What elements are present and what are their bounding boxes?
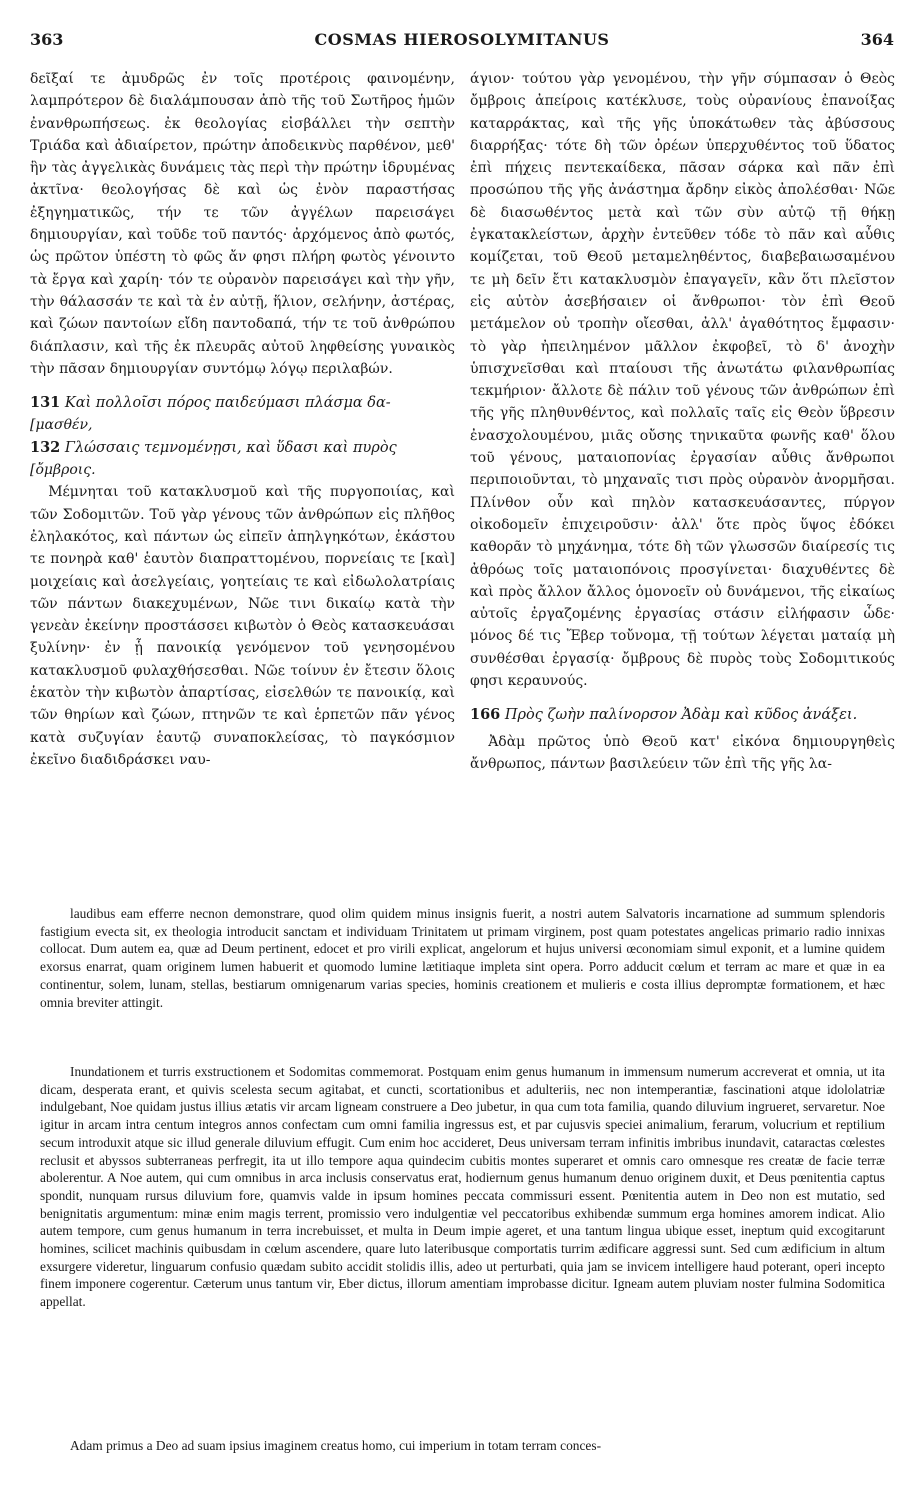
verse-number: 132 — [30, 438, 61, 456]
verse-line — [470, 704, 895, 726]
greek-paragraph: δεῖξαί τε ἀμυδρῶς ἐν τοῖς προτέροις φαινομένην, λαμπρότερον δὲ διαλάμπουσαν ἀπὸ τῆς τοῦ Σωτῆρος ἡμῶν ἐνανθρωπήσεως. ἐκ θεολογίας εἰσβάλλει τὴν σεπτὴν Τριάδα καὶ ἀδιαίρετον, πρώτην ἀποδεικνὺς παρθένον, μεθ' ἣν τὰς ἀγγελικὰς δυνάμεις τὰς περὶ τὴν πρώτην ἱδρυμένας ἀκτῖνα· θεολογήσας δὲ καὶ ὡς ἐνὸν παραστήσας ἐξηγηματικῶς, τήν τε τῶν ἀγγέλων παρεισάγει δημιουργίαν, καὶ τοῦδε τοῦ παντός· ἀρχόμενος ἀπὸ φωτός, ὡς πρῶτον ὑπέστη τὸ φῶς ἄν φησι πλήρη φωτὸς γένοιντο τὰ ἔργα καὶ χαρίη· τόν τε οὐρανὸν παρεισάγει καὶ τὴν γῆν, τὴν θάλασσάν τε καὶ τὰ ἐν αὐτῇ, ἥλιον, σελήνην, ἀστέρας, καὶ ζώων παντοίων εἴδη παντοδαπά, τήν τε τοῦ ἀνθρώπου διάπλασιν, καὶ τῆς ἐκ πλευρᾶς αὐτοῦ ληφθείσης γυναικὸς τὴν πᾶσαν δημιουργίαν συντόμῳ λόγῳ περιλαβών. — [30, 71, 455, 377]
latin-paragraph: laudibus eam efferre necnon demonstrare, quod olim quidem minus insignis fuerit, a nostri autem Salvatoris incarnatione ad summum splendoris fastigium evecta sit, ex theologia introducit sanctam et individuam Trinitatem ut primam virginem, post quam potestates angelicas primario radio innixas collocat. Dum autem ea, quæ ad Deum pertinent, edocet et pro virili explicat, angelorum et hujus universi œconomiam simul exponit, et a lumine quidem exorsus enarrat, quam originem lumen habuerit et quomodo lumine lætitiaque impleta sint opera. Porro adducit cœlum et terram ac mare et quæ in ea continentur, solem, lunam, stellas, bestiarum omnigenarum varias species, hominis creationem et mulieris e costa illius depromptæ formationem, et hæc omnia breviter attingit. — [40, 906, 885, 1010]
greek-paragraph: Μέμνηται τοῦ κατακλυσμοῦ καὶ τῆς πυργοποιίας, καὶ τῶν Σοδομιτῶν. Τοῦ γὰρ γένους τῶν ἀνθρώπων εἰς πλῆθος ἐληλακότος, καὶ πάντων ὡς εἰπεῖν ἀπηλγηκότων, ἑκάστου τε πονηρὰ καθ' ἑαυτὸν διαπραττομένου, πορνείαις τε [καὶ] μοιχείαις καὶ ἀσελγείαις, γοητείαις τε καὶ εἰδωλολατρίαις τῶν πάντων διακεχυμένων, Νῶε τινι δικαίῳ κατὰ τὴν γενεὰν ἐκείνην προστάσσει κιβωτὸν ὁ Θεὸς κατασκευάσαι ξυλίνην· ἐν ᾗ πανοικίᾳ γενόμενον τοῦ γενησομένου κατακλυσμοῦ φυλαχθήσεσθαι. Νῶε τοίνυν ἐν ἔτεσιν ὅλοις ἑκατὸν τὴν κιβωτὸν ἀπαρτίσας, εἰσελθών τε πανοικίᾳ, καὶ τῶν θηρίων καὶ ζώων, πτηνῶν τε καὶ ἑρπετῶν πᾶν γένος κατὰ συζυγίαν ἑαυτῷ συναποκλείσας, τὸ παγκόσμιον ἐκεῖνο διαδιδράσκει ναυ- — [30, 484, 455, 768]
greek-column-right — [470, 68, 895, 775]
running-title: COSMAS HIEROSOLYMITANUS — [314, 30, 610, 49]
verse-number: 166 — [470, 706, 501, 724]
latin-translation-block — [40, 905, 885, 1011]
latin-paragraph: Inundationem et turris exstructionem et Sodomitas commemorat. Postquam enim genus humanum in immensum numerum accreverat et omnia, ut ita dicam, desperata erant, et quivis scelesta secum agitabat, et cuncti, scortationibus et adulteriis, nec non intemperantiæ, fascinationi atque idololatriæ indulgebant, Noe quidam justus illius ætatis vir arcam ligneam construere a Deo jubetur, in qua cum tota familia, quando diluvium ingrueret, servaretur. Noe igitur in arcam intra centum integros annos confectam cum omni familia ingressus est, et par cujusvis speciei animalium, ferarum, volucrium et reptilium secum introduxit atque sic illud generale diluvium effugit. Cum enim hoc accideret, Deus universam terram infinitis imbribus inundavit, cataractas cœlestes reclusit et abyssos subterraneas perfregit, ita ut illo tempore aqua quindecim cubitis montes superaret et omnis caro omnesque res creatæ de facie terræ abolerentur. A Noe autem, qui cum omnibus in arca inclusis conservatus erat, hodiernum genus humanum denuo originem duxit, et Deus pœnitentia captus spondit, nunquam rursus diluvium fore, quamvis valde in ipsum homines peccata commissuri essent. Pœnitentia autem in Deo non est mutatio, sed benignitatis argumentum: minæ enim magis terrent, promissio vero indulgentiæ vel peccatoribus exhibendæ summum erga homines amorem indicat. Alio autem tempore, cum genus humanum in terra increbuisset, et multa in Deum impie ageret, et una tantum lingua ubique esset, ineptum quid excogitarunt homines, scilicet machinis quibusdam in cœlum ascendere, quare luto lateribusque comportatis turrim ædificare aggressi sunt. Sed cum ædificium in altum exsurgere videretur, linguarum confusio quædam subito accidit stolidis illis, adeo ut perturbati, quia jam se invicem intelligere haud poterant, operi incepto finem imponere cogerentur. Cæterum unus tantum vir, Eber dictus, illorum amentiam improbasse dicitur. Igneam autem pluviam noster fulmina Sodomitica appellat. — [40, 1064, 885, 1310]
verse-line — [30, 392, 455, 414]
verse-line-end: [μασθέν, — [30, 417, 93, 434]
latin-translation-block — [40, 1063, 885, 1311]
verse-text: Καὶ πολλοῖσι πόρος παιδεύμασι πλάσμα δα- — [64, 395, 391, 412]
latin-paragraph: Adam primus a Deo ad suam ipsius imaginem creatus homo, cui imperium in totam terram conces- — [70, 1438, 602, 1453]
page-number-left: 363 — [30, 30, 64, 49]
page-header — [30, 30, 894, 52]
verse-text: Πρὸς ζωὴν παλίνορσον Ἀδὰμ καὶ κῦδος ἀνάξει. — [504, 707, 858, 724]
page-number-right: 364 — [860, 30, 894, 49]
verse-line — [30, 437, 455, 459]
verse-number: 131 — [30, 394, 61, 412]
verse-line-end: [ὄμβροις. — [30, 462, 96, 479]
greek-paragraph: Ἀδὰμ πρῶτος ὑπὸ Θεοῦ κατ' εἰκόνα δημιουργηθεὶς ἄνθρωπος, πάντων βασιλεύειν τῶν ἐπὶ τῆς γῆς λα- — [470, 733, 895, 772]
latin-translation-block — [40, 1437, 885, 1455]
greek-column-left — [30, 68, 455, 771]
greek-paragraph: άγιον· τούτου γὰρ γενομένου, τὴν γῆν σύμπασαν ὁ Θεὸς ὄμβροις ἀπείροις κατέκλυσε, τοὺς οὐρανίους ἐπανοίξας καταρράκτας, καὶ τῆς γῆς ὑποκάτωθεν τὰς ἀβύσσους διαρρήξας· τότε δὴ τῶν ὀρέων ὑπερχυθέντος τοῦ ὕδατος ἐπὶ πήχεις πεντεκαίδεκα, πᾶσαν σάρκα καὶ πᾶν ἐπὶ προσώπου τῆς γῆς ἀνάστημα ἄρδην εἰκὸς ἀπολέσθαι· Νῶε δὲ διασωθέντος μετὰ καὶ τῶν σὺν αὐτῷ τῇ θήκῃ ἐγκατακλείστων, ἀρχὴν ἐντεῦθεν τόδε τὸ πᾶν καὶ αὖθις κομίζεται, τοῦ Θεοῦ μεταμεληθέντος, διαβεβαιωσαμένου τε μὴ δεῖν ἔτι κατακλυσμὸν ἐπαγαγεῖν, κἂν ὅτι πλεῖστον εἰς αὐτὸν ἀσεβήσαιεν οἱ ἄνθρωποι· τὸν ἐπὶ Θεοῦ μετάμελον οὐ τροπὴν οἴεσθαι, ἀλλ' ἀγαθότητος ἔμφασιν· τὸ γὰρ ἠπειλημένον μᾶλλον ἐκφοβεῖ, τὸ δ' ἀνοχὴν ὑπισχνεῖσθαι καὶ πταίουσι τῆς ἀνωτάτω φιλανθρωπίας τεκμήριον· ἄλλοτε δὲ πάλιν τοῦ γένους τῶν ἀνθρώπων ἐπὶ τῆς γῆς πληθυνθέντος, καὶ πολλαῖς ταῖς εἰς Θεὸν ὕβρεσιν ἐνασχολουμένου, μιᾶς οὔσης τηνικαῦτα φωνῆς καθ' ὅλου τοῦ γένους, ματαιοπονίας ἐργασίαν αὖθις ἄνθρωποι περιποιοῦνται, τὸ μηχαναῖς τισι πρὸς οὐρανὸν ἀνορμῆσαι. Πλίνθον οὖν καὶ πηλὸν κατασκευάσαντες, πύργον οἰκοδομεῖν ἐπιχειροῦσιν· ἀλλ' ὅτε πρὸς ὕψος ἐδόκει καθορᾶν τὸ μηχάνημα, τότε δὴ τῶν γλωσσῶν διαίρεσίς τις ἀθρόως τοῖς ματαιοπόνοις προσγίνεται· διαχυθέντες δὲ καὶ πρὸς ἄλλον ἄλλος ὁμονοεῖν οὐ δυνάμενοι, τῆς εἰκαίως αὐτοῖς ἐργαζομένης ἐργασίας στάσιν εἰλήφασιν ὧδε· μόνος δέ τις Ἔβερ τοὔνομα, τῇ τούτων λέγεται ματαίᾳ μὴ συνθέσθαι ἐργασίᾳ· ὄμβρους δὲ πυρὸς τοὺς Σοδομιτικούς φησι κεραυνούς. — [470, 71, 895, 690]
verse-text: Γλώσσαις τεμνομένῃσι, καὶ ὕδασι καὶ πυρὸς — [64, 439, 397, 456]
